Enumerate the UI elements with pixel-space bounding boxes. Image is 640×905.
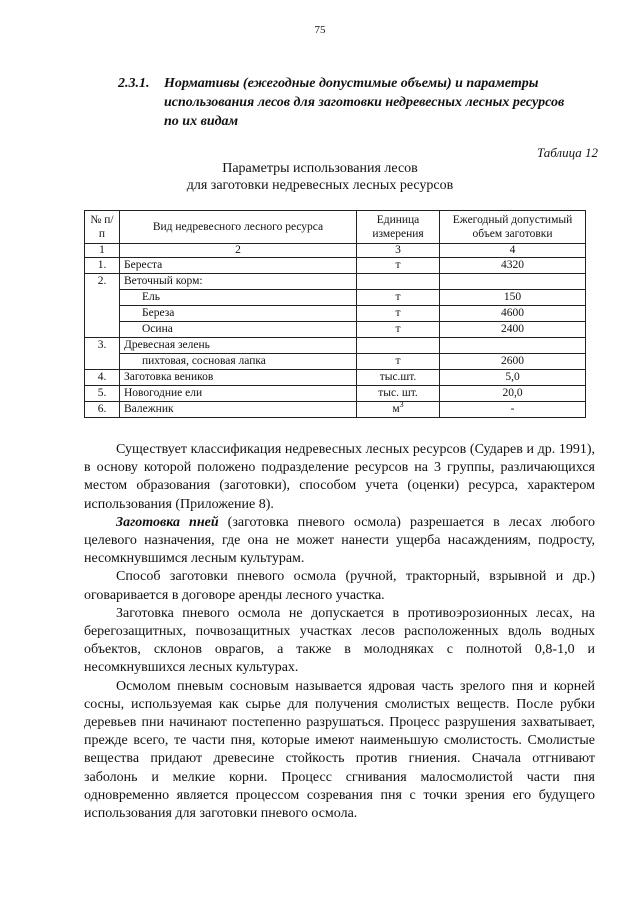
section-title-line-2: использования лесов для заготовки недревесных лесных ресурсов xyxy=(164,95,565,110)
column-number: 3 xyxy=(357,244,440,258)
row-name: Заготовка веников xyxy=(120,370,357,386)
row-volume xyxy=(440,338,586,354)
header-unit: Единица измерения xyxy=(357,211,440,244)
row-unit xyxy=(357,274,440,290)
paragraph-text: (заготовка пневого осмола) разрешается в лесах любого целевого назначения, где она не может нанести ущерба насаждениям, подросту, несомкнувшимся лесным культурам. xyxy=(84,514,596,567)
row-num: 2. xyxy=(85,274,120,290)
table-row xyxy=(85,306,586,322)
body-text xyxy=(84,441,595,823)
unit-superscript: 3 xyxy=(399,400,404,410)
table-title xyxy=(0,160,640,194)
header-resource-type: Вид недревесного лесного ресурса xyxy=(120,211,357,244)
row-volume: 2600 xyxy=(440,354,586,370)
row-name: Береста xyxy=(120,258,357,274)
row-num: 6. xyxy=(85,402,120,418)
row-unit xyxy=(357,338,440,354)
row-name: Древесная зелень xyxy=(120,338,357,354)
unit-base: м xyxy=(392,403,400,415)
row-num: 4. xyxy=(85,370,120,386)
table-row xyxy=(85,290,586,306)
parameters-table xyxy=(84,210,586,418)
row-volume: 20,0 xyxy=(440,386,586,402)
paragraph: Заготовка пневого осмола не допускается в противоэрозионных лесах, на берегозащитных, почвозащитных участках лесов расположенных вдоль водных объектов, склонов оврагов, а также в молодняках с полнотой 0,8-1,0 и несомкнувшихся лесных культурах. xyxy=(84,605,595,676)
row-name: Береза xyxy=(120,306,357,322)
row-volume: 5,0 xyxy=(440,370,586,386)
row-name: Осина xyxy=(120,322,357,338)
paragraph-emphasis: Заготовка пней xyxy=(116,514,219,530)
row-name: Новогодние ели xyxy=(120,386,357,402)
row-num: 5. xyxy=(85,386,120,402)
row-num xyxy=(85,290,120,306)
row-unit: тыс.шт. xyxy=(357,370,440,386)
row-num: 3. xyxy=(85,338,120,354)
row-unit: т xyxy=(357,290,440,306)
column-number: 4 xyxy=(440,244,586,258)
paragraph: Способ заготовки пневого осмола (ручной, тракторный, взрывной и др.) оговаривается в договоре аренды лесного участка. xyxy=(84,569,595,603)
header-num: № п/п xyxy=(85,211,120,244)
row-num xyxy=(85,354,120,370)
column-numbers-row xyxy=(85,244,586,258)
table-title-line-2: для заготовки недревесных лесных ресурсов xyxy=(186,178,454,193)
section-title-line-1: Нормативы (ежегодные допустимые объемы) и параметры xyxy=(164,76,539,91)
table-row xyxy=(85,354,586,370)
table-row xyxy=(85,322,586,338)
row-unit: тыс. шт. xyxy=(357,386,440,402)
table-row xyxy=(85,386,586,402)
table-header-row xyxy=(85,211,586,244)
table-title-line-1: Параметры использования лесов xyxy=(222,161,418,176)
header-annual-volume: Ежегодный допустимый объем заготовки xyxy=(440,211,586,244)
row-volume: - xyxy=(440,402,586,418)
row-unit: т xyxy=(357,306,440,322)
table-row xyxy=(85,274,586,290)
page-number: 75 xyxy=(314,24,326,36)
table-label: Таблица 12 xyxy=(536,145,598,160)
row-name: пихтовая, сосновая лапка xyxy=(120,354,357,370)
table-row xyxy=(85,370,586,386)
column-number: 2 xyxy=(120,244,357,258)
paragraph xyxy=(84,514,595,569)
row-num xyxy=(85,306,120,322)
row-unit xyxy=(357,402,440,418)
row-num: 1. xyxy=(85,258,120,274)
table-row xyxy=(85,338,586,354)
section-number: 2.3.1. xyxy=(118,76,150,91)
column-number: 1 xyxy=(85,244,120,258)
paragraph: Осмолом пневым сосновым называется ядровая часть зрелого пня и корней сосны, используемая как сырье для получения смолистых веществ. После рубки деревьев пни начинают постепенно разрушаться. Процесс разрушения захватывает, прежде всего, те части пня, которые имеют наименьшую смолистость. Смолистые вещества придают древесине стойкость против гниения. Сначала отгнивают заболонь и мелкие корни. Процесс сгнивания малосмолистой части пня одновременно является процессом созревания пня с точки зрения его будущего использования для заготовки пневого осмола. xyxy=(84,678,595,822)
row-name: Веточный корм: xyxy=(120,274,357,290)
row-volume xyxy=(440,274,586,290)
row-name: Ель xyxy=(120,290,357,306)
row-unit: т xyxy=(357,322,440,338)
row-unit: т xyxy=(357,258,440,274)
row-num xyxy=(85,322,120,338)
table-row xyxy=(85,258,586,274)
section-title-line-3: по их видам xyxy=(164,114,239,129)
row-volume: 4320 xyxy=(440,258,586,274)
row-volume: 2400 xyxy=(440,322,586,338)
row-volume: 4600 xyxy=(440,306,586,322)
row-name: Валежник xyxy=(120,402,357,418)
row-volume: 150 xyxy=(440,290,586,306)
section-heading xyxy=(118,74,598,131)
paragraph: Существует классификация недревесных лесных ресурсов (Сударев и др. 1991), в основу которой положено подразделение ресурсов на 3 группы, различающихся местом образования (заготовки), способом учета (оценки) ресурса, характером использования (Приложение 8). xyxy=(84,442,595,512)
table-row xyxy=(85,402,586,418)
row-unit: т xyxy=(357,354,440,370)
